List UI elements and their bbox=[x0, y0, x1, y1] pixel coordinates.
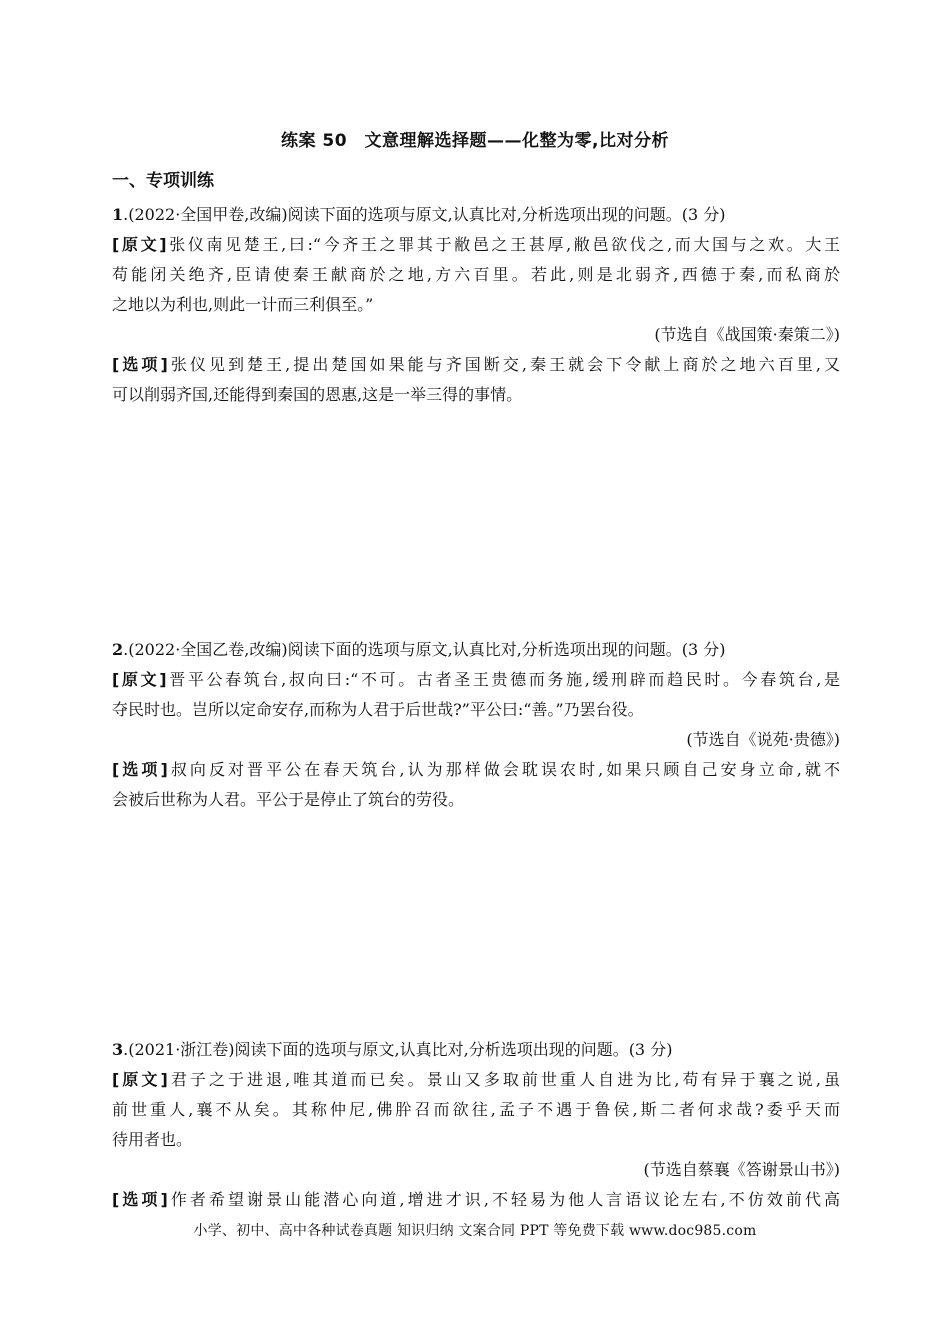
question-prompt bbox=[112, 635, 840, 665]
original-line: 前世重人,襄不从矣。其称仲尼,佛肸召而欲往,孟子不遇于鲁侯,斯二者何求哉?委乎天而 bbox=[112, 1100, 840, 1119]
question-number: 3 bbox=[112, 1040, 124, 1059]
question-number: 1 bbox=[112, 205, 124, 224]
prompt-text: .(2021·浙江卷)阅读下面的选项与原文,认真比对,分析选项出现的问题。(3 分) bbox=[123, 1040, 673, 1059]
prompt-text: .(2022·全国甲卷,改编)阅读下面的选项与原文,认真比对,分析选项出现的问题。(3 分) bbox=[123, 205, 726, 224]
question-prompt bbox=[112, 1035, 840, 1065]
question-1 bbox=[112, 200, 840, 410]
original-tag: [原文] bbox=[112, 1070, 168, 1089]
prompt-text: .(2022·全国乙卷,改编)阅读下面的选项与原文,认真比对,分析选项出现的问题。(3 分) bbox=[123, 640, 726, 659]
option-line: 会被后世称为人君。平公于是停止了筑台的劳役。 bbox=[112, 790, 465, 809]
page-title: 练案 50 文意理解选择题——化整为零,比对分析 bbox=[280, 131, 670, 151]
original-text: 张仪南见楚王,曰:“今齐王之罪其于敝邑之王甚厚,敝邑欲伐之,而大国与之欢。大王 bbox=[166, 235, 840, 254]
option-line bbox=[112, 755, 840, 785]
option-text: 张仪见到楚王,提出楚国如果能与齐国断交,秦王就会下令献上商於之地六百里,又 bbox=[167, 355, 840, 374]
page-footer: 小学、初中、高中各种试卷真题 知识归纳 文案合同 PPT 等免费下载 www.doc985.com bbox=[193, 1223, 757, 1239]
option-line bbox=[112, 350, 840, 380]
option-tag: [选项] bbox=[112, 1190, 168, 1209]
question-prompt bbox=[112, 200, 840, 230]
original-line bbox=[112, 665, 840, 695]
original-text: 晋平公春筑台,叔向曰:“不可。古者圣王贵德而务施,缓刑辟而趋民时。今春筑台,是 bbox=[166, 670, 840, 689]
original-tag: [原文] bbox=[112, 670, 167, 689]
option-tag: [选项] bbox=[112, 760, 168, 779]
original-line: 夺民时也。岂所以定命安存,而称为人君于后世哉?”平公曰:“善。”乃罢台役。 bbox=[112, 700, 644, 719]
original-text: 君子之于进退,唯其道而已矣。景山又多取前世重人自进为比,苟有异于襄之说,虽 bbox=[167, 1070, 840, 1089]
option-text: 作者希望谢景山能潜心向道,增进才识,不轻易为他人言语议论左右,不仿效前代高 bbox=[167, 1190, 840, 1209]
original-tag: [原文] bbox=[112, 235, 167, 254]
original-line: 苟能闭关绝齐,臣请使秦王献商於之地,方六百里。若此,则是北弱齐,西德于秦,而私商於 bbox=[112, 265, 840, 284]
option-tag: [选项] bbox=[112, 355, 168, 374]
original-line bbox=[112, 1065, 840, 1095]
question-number: 2 bbox=[112, 640, 124, 659]
source-citation: (节选自《说苑·贵德》) bbox=[686, 730, 840, 749]
source-citation: (节选自蔡襄《答谢景山书》) bbox=[643, 1160, 840, 1179]
original-line bbox=[112, 230, 840, 260]
original-line: 之地以为利也,则此一计而三利俱至。” bbox=[112, 295, 374, 314]
original-line: 待用者也。 bbox=[112, 1130, 193, 1149]
option-text: 叔向反对晋平公在春天筑台,认为那样做会耽误农时,如果只顾自己安身立命,就不 bbox=[167, 760, 840, 779]
question-3 bbox=[112, 1035, 840, 1215]
option-line: 可以削弱齐国,还能得到秦国的恩惠,这是一举三得的事情。 bbox=[112, 385, 523, 404]
section-heading: 一、专项训练 bbox=[112, 171, 214, 191]
source-citation: (节选自《战国策·秦策二》) bbox=[654, 325, 840, 344]
option-line bbox=[112, 1185, 840, 1215]
question-2 bbox=[112, 635, 840, 815]
